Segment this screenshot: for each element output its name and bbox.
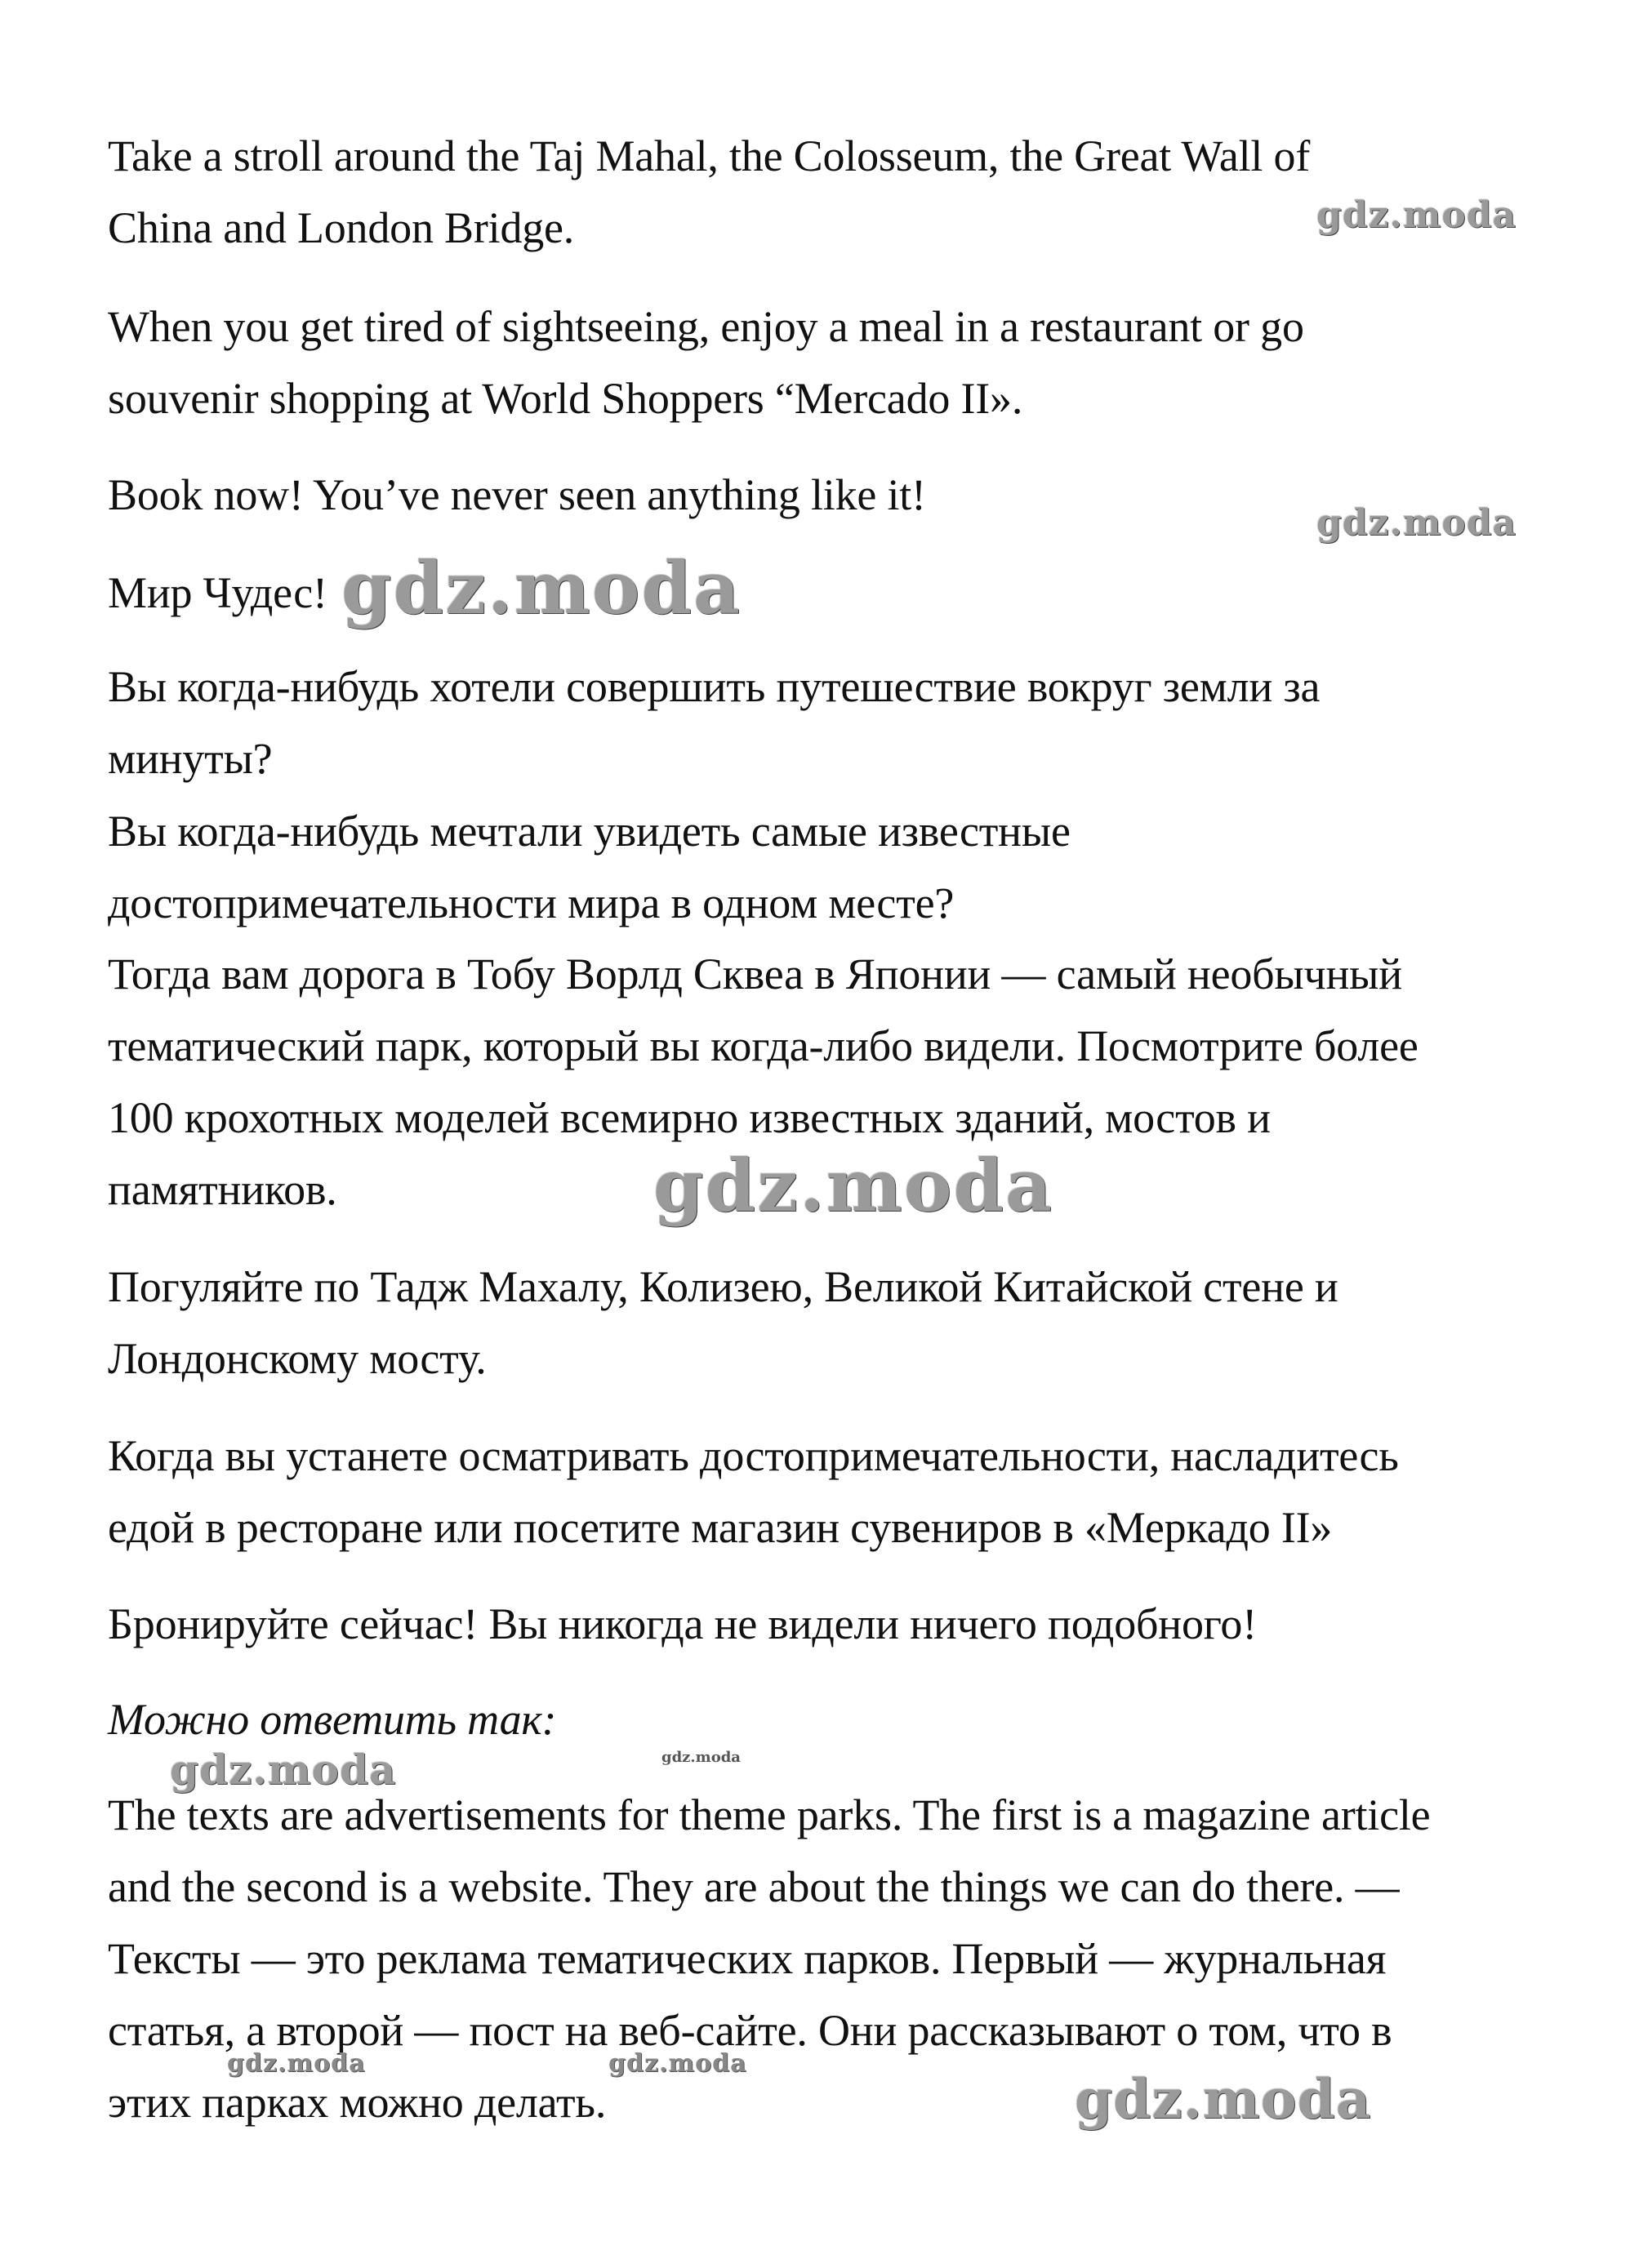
- text-line: Погуляйте по Тадж Махалу, Колизею, Великой Китайской стене и: [108, 1262, 1338, 1311]
- text-line: достопримечательности мира в одном месте?: [108, 878, 955, 927]
- text-line: Когда вы устанете осматривать достопримечательности, насладитесь: [108, 1431, 1399, 1480]
- text-line: Лондонскому мосту.: [108, 1334, 487, 1383]
- watermark: gdz.moda: [1316, 502, 1517, 544]
- text-line: and the second is a website. They are about the things we can do there. —: [108, 1862, 1400, 1911]
- text-line: souvenir shopping at World Shoppers “Mercado II».: [108, 374, 1023, 423]
- watermark: gdz.moda: [170, 1745, 397, 1794]
- text-line: минуты?: [108, 734, 273, 783]
- watermark: gdz.moda: [341, 545, 742, 630]
- text-line: The texts are advertisements for theme parks. The first is a magazine article: [108, 1790, 1431, 1839]
- text-line: тематический парк, который вы когда-либо видели. Посмотрите более: [108, 1021, 1419, 1070]
- watermark: gdz.moda: [653, 1143, 1054, 1228]
- section-title: Мир Чудес!: [108, 568, 327, 617]
- text-line: Тогда вам дорога в Тобу Ворлд Сквеа в Японии — самый необычный: [108, 949, 1402, 998]
- text-line: Take a stroll around the Taj Mahal, the Colosseum, the Great Wall of: [108, 131, 1311, 180]
- text-line: Вы когда-нибудь мечтали увидеть самые известные: [108, 807, 1071, 856]
- text-line: едой в ресторане или посетите магазин сувениров в «Меркадо II»: [108, 1503, 1333, 1552]
- text-line: Бронируйте сейчас! Вы никогда не видели ничего подобного!: [108, 1599, 1257, 1648]
- text-line: 100 крохотных моделей всемирно известных зданий, мостов и: [108, 1093, 1271, 1142]
- text-line: памятников.: [108, 1165, 337, 1214]
- watermark: gdz.moda: [608, 2049, 747, 2078]
- watermark: gdz.moda: [661, 1749, 741, 1766]
- text-line: этих парках можно делать.: [108, 2078, 607, 2127]
- text-line: When you get tired of sightseeing, enjoy a meal in a restaurant or go: [108, 302, 1304, 351]
- watermark: gdz.moda: [1075, 2067, 1372, 2131]
- text-line: Тексты — это реклама тематических парков. Первый — журнальная: [108, 1934, 1387, 1983]
- text-line: Book now! You’ve never seen anything like it!: [108, 470, 926, 519]
- watermark: gdz.moda: [227, 2049, 366, 2078]
- text-line: China and London Bridge.: [108, 203, 575, 252]
- answer-heading: Можно ответить так:: [108, 1695, 557, 1744]
- text-line: Вы когда-нибудь хотели совершить путешествие вокруг земли за: [108, 662, 1321, 711]
- text-line: статья, а второй — пост на веб-сайте. Они рассказывают о том, что в: [108, 2006, 1392, 2055]
- watermark: gdz.moda: [1316, 194, 1517, 236]
